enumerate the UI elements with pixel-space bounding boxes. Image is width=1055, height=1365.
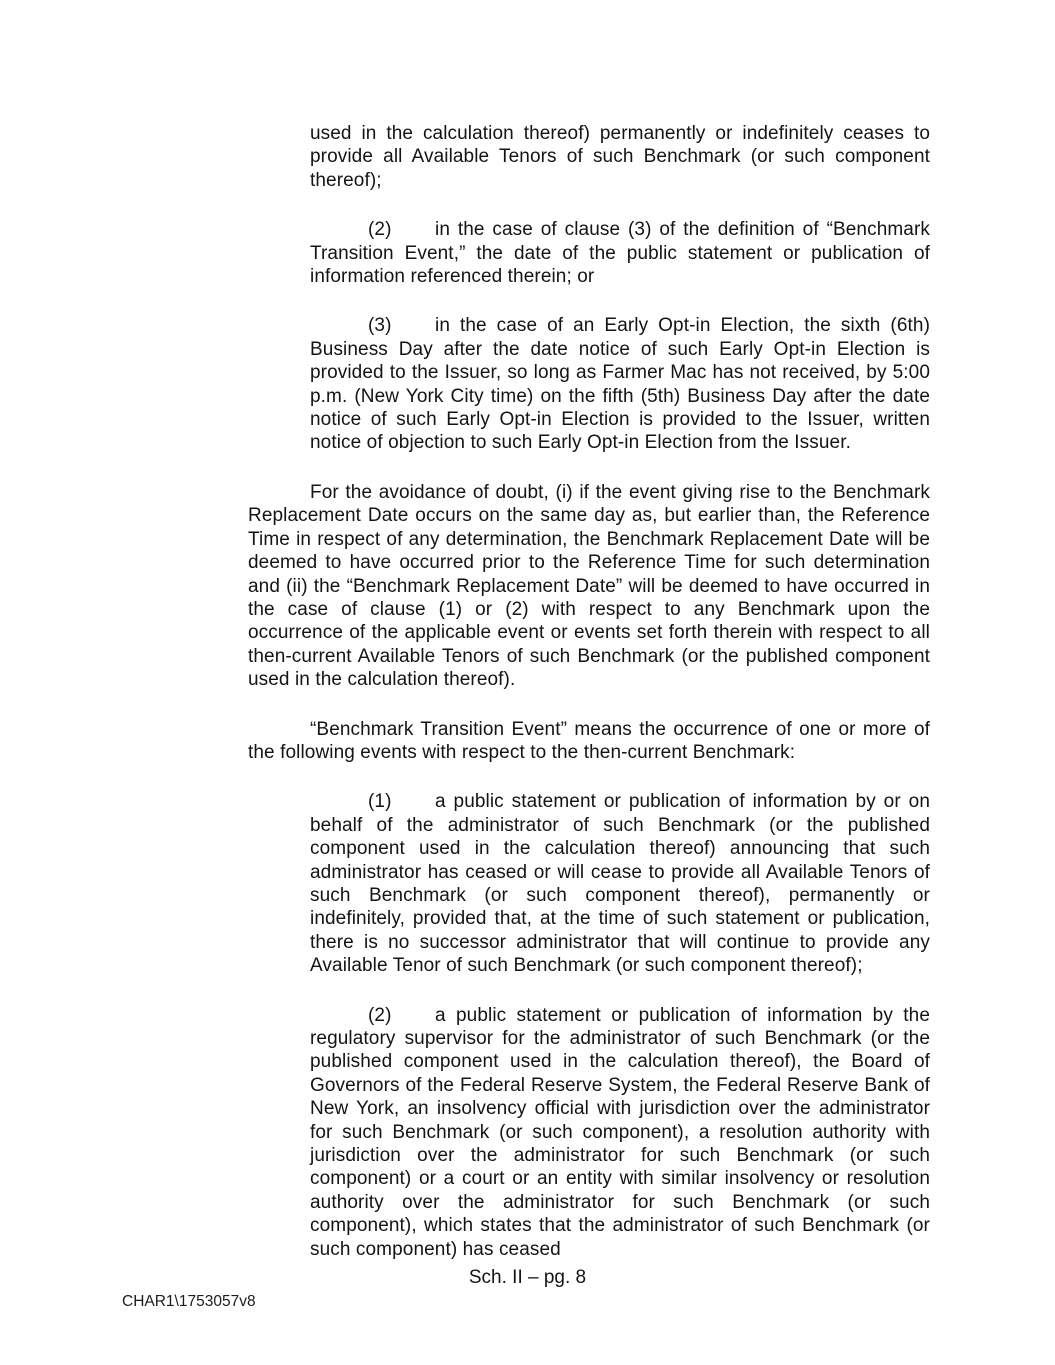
page-number-footer: Sch. II – pg. 8 [468, 1267, 587, 1288]
paragraph-text: in the case of clause (3) of the definition of “Benchmark Transition Event,” the date of the public statement or publication of information referenced therein; or [310, 219, 930, 288]
paragraph-event-clause-2 [310, 1004, 930, 1261]
paragraph-clause-1-continuation: used in the calculation thereof) permanently or indefinitely ceases to provide all Available Tenors of such Benchmark (or such component thereof); [310, 123, 930, 191]
clause-number: (1) [368, 791, 392, 813]
paragraph-benchmark-transition-event-definition: “Benchmark Transition Event” means the occurrence of one or more of the following events with respect to the then-current Benchmark: [248, 718, 930, 763]
paragraph-clause-2 [310, 218, 930, 288]
paragraph-clause-3 [310, 314, 930, 454]
paragraph-event-clause-1 [310, 790, 930, 977]
paragraph-text: a public statement or publication of information by the regulatory supervisor for the administrator of such Benchmark (or the published component used in the calculation thereof), the Board of Governors of the Federal Reserve System, the Federal Reserve Bank of New York, an insolvency official with jurisdiction over the administrator for such Benchmark (or such component), a resolution authority with jurisdiction over the administrator for such Benchmark (or such component) or a court or an entity with similar insolvency or resolution authority over the administrator for such Benchmark (or such component), which states that the administrator of such Benchmark (or such component) has ceased [310, 1004, 930, 1260]
paragraph-text: a public statement or publication of information by or on behalf of the administrator of such Benchmark (or the published component used in the calculation thereof) announcing that such administrator has ceased or will cease to provide all Available Tenors of such Benchmark (or such component thereof), permanently or indefinitely, provided that, at the time of such statement or publication, there is no successor administrator that will continue to provide any Available Tenor of such Benchmark (or such component thereof); [310, 791, 930, 977]
clause-number: (2) [368, 1004, 392, 1026]
paragraph-text: in the case of an Early Opt-in Election, the sixth (6th) Business Day after the date notice of such Early Opt-in Election is provided to the Issuer, so long as Farmer Mac has not received, by 5:00 p.m. (New York City time) on the fifth (5th) Business Day after the date notice of such Early Opt-in Election is provided to the Issuer, written notice of objection to such Early Opt-in Election from the Issuer. [310, 315, 930, 454]
clause-number: (3) [368, 315, 392, 337]
paragraph-avoidance-of-doubt: For the avoidance of doubt, (i) if the event giving rise to the Benchmark Replacement Date occurs on the same day as, but earlier than, the Reference Time in respect of any determination, the Benchmark Replacement Date will be deemed to have occurred prior to the Reference Time for such determination and (ii) the “Benchmark Replacement Date” will be deemed to have occurred in the case of clause (1) or (2) with respect to any Benchmark upon the occurrence of the applicable event or events set forth therein with respect to all then-current Available Tenors of such Benchmark (or the published component used in the calculation thereof). [248, 481, 930, 691]
document-body [248, 122, 930, 1287]
document-id-stamp: CHAR1\1753057v8 [122, 1293, 256, 1310]
clause-number: (2) [368, 219, 392, 241]
